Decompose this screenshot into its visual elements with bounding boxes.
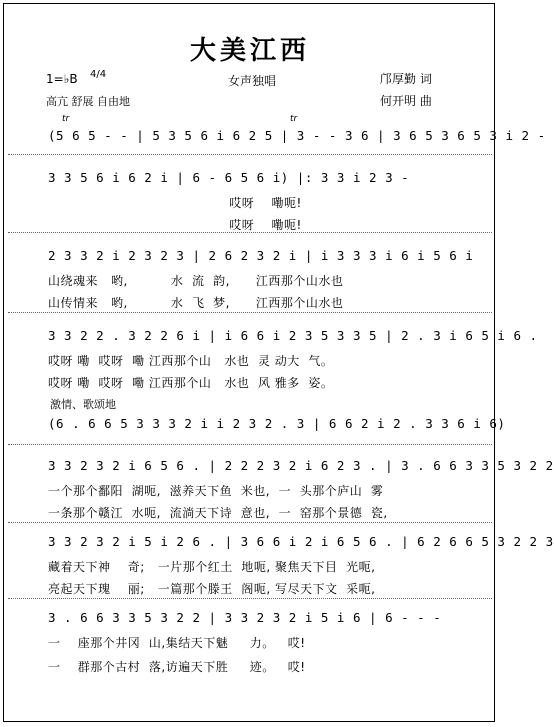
notation-line: 3 3 2 3 2 i 6 5 6 . | 2 2 2 3 2 i 6 2 3 . | 3 . 6 6 3 3 5 3 2 2 bbox=[48, 458, 554, 473]
notation-line: 3 . 6 6 3 3 5 3 2 2 | 3 3 2 3 2 i 5 i 6 | 6 - - - bbox=[48, 610, 442, 625]
notation-line: 3 3 2 2 . 3 2 2 6 i | i 6 6 i 2 3 5 3 3 5 | 2 . 3 i 6 5 i 6 . bbox=[48, 328, 538, 343]
system-divider bbox=[8, 312, 492, 313]
notation-line: 3 3 2 3 2 i 5 i 2 6 . | 3 6 6 i 2 i 6 5 6 . | 6 2 6 6 5 3 2 2 3 bbox=[48, 534, 554, 549]
lyric-line-2: 山传情来 哟, 水 飞 梦, 江西那个山水也 bbox=[48, 296, 344, 310]
system-divider bbox=[8, 598, 492, 599]
system-divider bbox=[8, 444, 492, 445]
notation-line: 2 3 3 2 i 2 3 2 3 | 2 6 2 3 2 i | i 3 3 3 i 6 i 5 6 i bbox=[48, 248, 474, 263]
system-divider bbox=[8, 154, 492, 155]
performance-type: 女声独唱 bbox=[228, 74, 277, 88]
lyric-line-1: 哎呀 嘞 哎呀 嘞 江西那个山 水也 灵 动大 气。 bbox=[48, 354, 334, 368]
notation-line: (6 . 6 6 5 3 3 3 2 i i 2 3 2 . 3 | 6 6 2 i 2 . 3 3 6 i 6) bbox=[48, 416, 506, 431]
notation-line: (5 6 5 - - | 5 3 5 6 i 6 2 5 | 3 - - 3 6 | 3 6 5 3 6 5 3 i 2 - bbox=[48, 128, 546, 143]
notation-line: 3 3 5 6 i 6 2 i | 6 - 6 5 6 i) |: 3 3 i 2 3 - bbox=[48, 170, 410, 185]
lyric-line-1: 山绕魂来 哟, 水 流 韵, 江西那个山水也 bbox=[48, 274, 344, 288]
lyric-line-1: 哎呀 嘞呃! bbox=[48, 196, 302, 210]
system-divider bbox=[8, 232, 492, 233]
trill-mark: tr bbox=[290, 114, 298, 124]
lyric-line-2: 亮起天下瑰 丽; 一篇那个滕王 阁呃, 写尽天下文 采呃, bbox=[48, 582, 376, 596]
composer-credit: 何开明 曲 bbox=[380, 94, 432, 108]
lyric-line-1: 藏着天下神 奇; 一片那个红土 地呃, 聚焦天下目 光呃, bbox=[48, 560, 376, 574]
time-signature: 4/4 bbox=[90, 69, 107, 80]
lyricist-credit: 邝厚勤 词 bbox=[380, 72, 432, 86]
trill-mark: tr bbox=[62, 114, 70, 124]
tempo-marking: 高亢 舒展 自由地 bbox=[46, 95, 130, 108]
lyric-line-2: 哎呀 嘞呃! bbox=[48, 218, 302, 232]
lyric-line-2: 一 群那个古村 落,访遍天下胜 迹。 哎! bbox=[48, 660, 306, 674]
song-title: 大美江西 bbox=[189, 36, 310, 66]
key-signature: 1=♭B bbox=[46, 72, 78, 86]
lyric-line-2: 哎呀 嘞 哎呀 嘞 江西那个山 水也 风 雅多 姿。 bbox=[48, 376, 334, 390]
lyric-line-1: 一个那个鄱阳 湖呃, 滋养天下鱼 米也, 一 头那个庐山 雾 bbox=[48, 484, 384, 498]
system-divider bbox=[8, 522, 492, 523]
lyric-line-2: 一条那个赣江 水呃, 流淌天下诗 意也, 一 窑那个景德 瓷, bbox=[48, 506, 388, 520]
expression-marking: 激情、歌颂地 bbox=[50, 398, 116, 411]
lyric-line-1: 一 座那个井冈 山,集结天下魅 力。 哎! bbox=[48, 636, 306, 650]
